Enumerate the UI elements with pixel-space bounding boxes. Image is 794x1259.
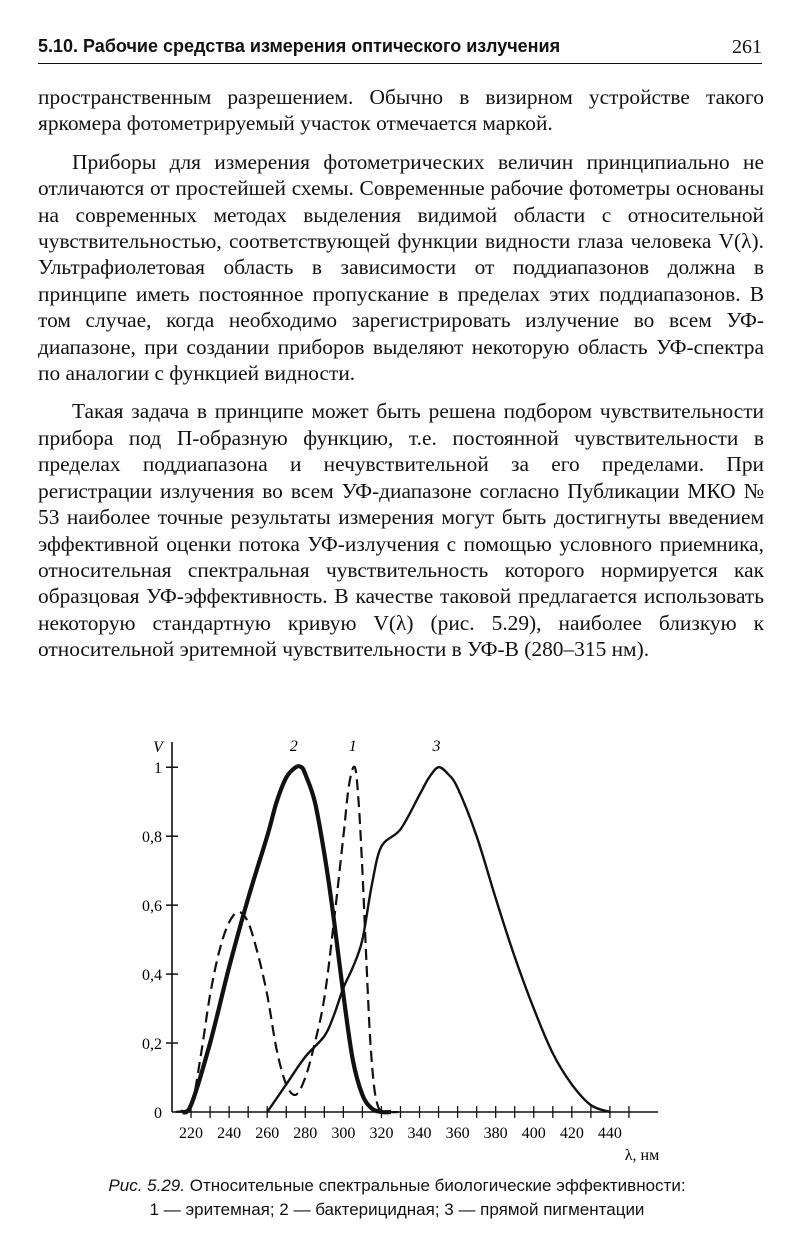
x-tick-label: 360 — [445, 1125, 470, 1142]
caption-label: Рис. 5.29. — [108, 1176, 185, 1195]
x-tick-label: 300 — [331, 1125, 356, 1142]
y-tick-label: 0,4 — [142, 967, 162, 985]
y-axis-label: V — [153, 739, 163, 756]
series-2-label: 2 — [289, 738, 298, 756]
page-number: 261 — [732, 36, 762, 58]
spectral-chart — [110, 730, 700, 1170]
y-tick-label: 0,6 — [142, 898, 162, 916]
x-tick-label: 240 — [217, 1125, 242, 1142]
y-tick-label: 0,8 — [142, 829, 162, 847]
x-tick-label: 340 — [407, 1125, 432, 1142]
x-axis-label: λ, нм — [624, 1147, 660, 1164]
figure-5-29 — [110, 730, 700, 1170]
paragraph-3: Такая задача в принципе может быть решена подбором чувствительности прибора под П-образную функцию, т.е. постоянной чувствительности в пределах поддиапазона и нечувствительной за его пределами. При регистрации излучения во всем УФ-диапазоне согласно Публикации МКО № 53 наиболее точные результаты измерения могут быть достигнуты введением эффективной оценки потока УФ-излучения с помощью условного приемника, относительная спектральная чувствительность которого нормируется как образцовая УФ-эффективность. В качестве таковой предлагается использовать некоторую стандартную кривую V(λ) (рис. 5.29), наиболее близкую к относительной эритемной чувствительности в УФ-В (280–315 нм). — [38, 399, 764, 662]
caption-line-2: 1 — эритемная; 2 — бактерицидная; 3 — прямой пигментации — [149, 1200, 645, 1219]
series-1-label: 1 — [348, 738, 357, 756]
y-tick-label: 0 — [154, 1105, 162, 1122]
figure-caption — [40, 1174, 754, 1222]
running-head — [38, 36, 762, 64]
section-title: 5.10. Рабочие средства измерения оптического излучения — [38, 36, 561, 56]
x-tick-label: 380 — [483, 1125, 508, 1142]
x-tick-label: 440 — [597, 1125, 622, 1142]
series-1-line — [176, 767, 401, 1112]
body-text — [38, 84, 764, 675]
paragraph-1: пространственным разрешением. Обычно в визирном устройстве такого яркомера фотометрируемый участок отмечается маркой. — [38, 85, 764, 136]
x-tick-label: 400 — [521, 1125, 546, 1142]
caption-line-1 — [40, 1174, 754, 1198]
x-tick-label: 320 — [369, 1125, 394, 1142]
x-tick-label: 260 — [255, 1125, 280, 1142]
caption-title: Относительные спектральные биологические эффективности: — [189, 1176, 686, 1195]
x-tick-label: 220 — [179, 1125, 204, 1142]
y-tick-label: 0,2 — [142, 1036, 162, 1054]
x-tick-label: 280 — [293, 1125, 318, 1142]
y-tick-label: 1 — [154, 760, 162, 778]
series-3-label: 3 — [432, 738, 441, 756]
paragraph-2: Приборы для измерения фотометрических величин принципиально не отличаются от простейшей схемы. Современные рабочие фотометры основаны на современных методах выделения видимой области с относительной чувствительностью, соответствующей функции видности глаза человека V(λ). Ультрафиолетовая область в зависимости от поддиапазонов должна в принципе иметь постоянное пропускание в пределах этих поддиапазонов. В том случае, когда необходимо зарегистрировать излучение во всем УФ-диапазоне, при создании приборов выделяют некоторую область УФ-спектра по аналогии с функцией видности. — [38, 149, 764, 386]
x-tick-label: 420 — [559, 1125, 584, 1142]
